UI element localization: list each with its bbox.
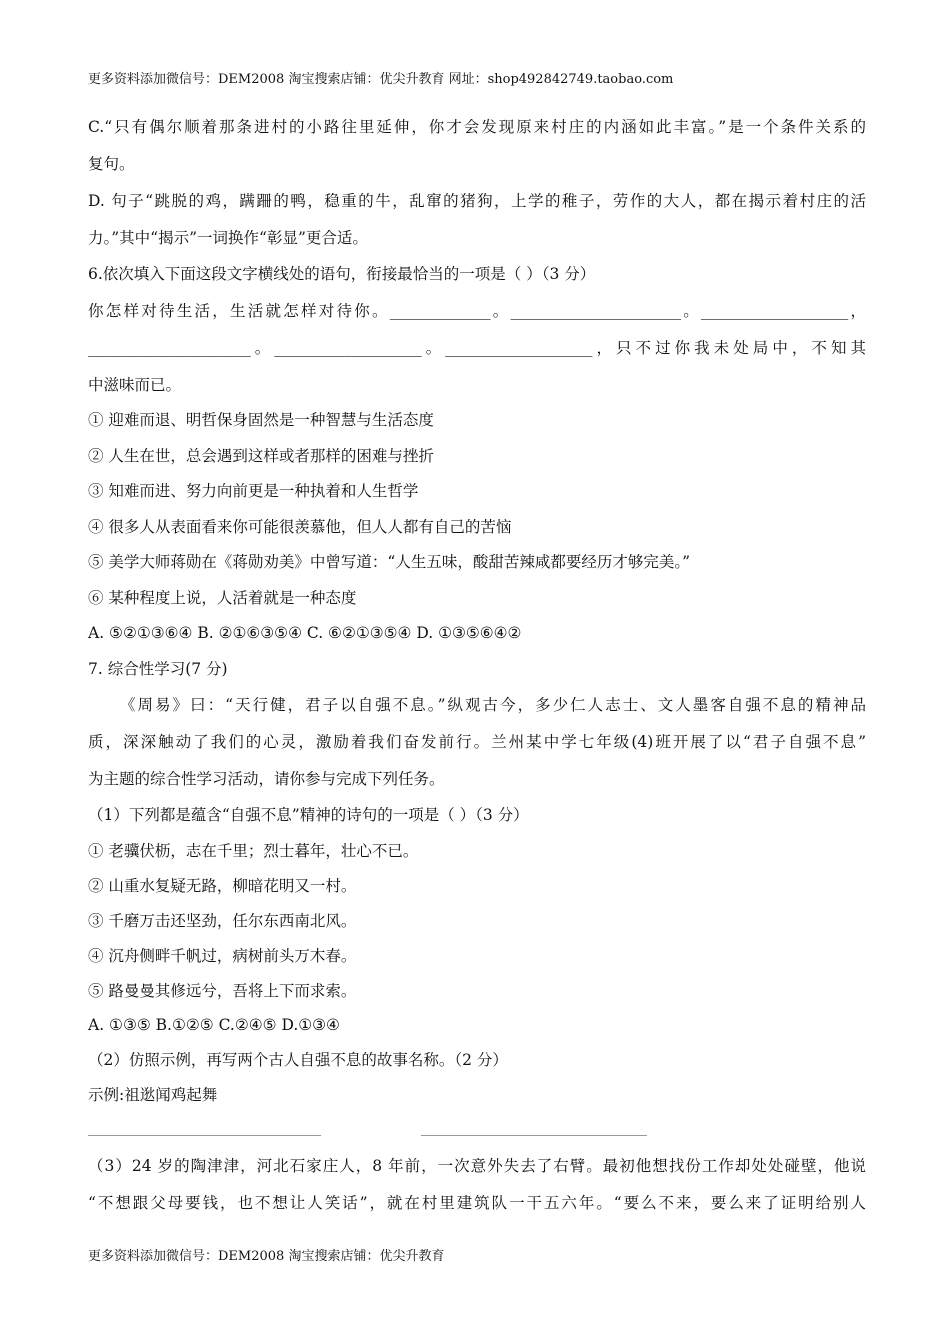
q7-sub2-stem: （2）仿照示例，再写两个古人自强不息的故事名称。（2 分）	[88, 1051, 508, 1069]
q6-item-6: ⑥ 某种程度上说，人活着就是一种态度	[88, 589, 357, 607]
q7-sub1-item-2: ② 山重水复疑无路，柳暗花明又一村。	[88, 877, 357, 895]
q7-sub3-line1: （3）24 岁的陶津津，河北石家庄人，8 年前，一次意外失去了右臂。最初他想找份工作却处处碰壁，他说	[88, 1157, 866, 1175]
q6-stem: 6.依次填入下面这段文字横线处的语句，衔接最恰当的一项是（ ）（3 分）	[88, 265, 596, 283]
q5-option-c-line1: C.“只有偶尔顺着那条进村的小路往里延伸，你才会发现原来村庄的内涵如此丰富。”是一个条件关系的	[88, 118, 866, 136]
q6-item-2: ② 人生在世，总会遇到这样或者那样的困难与挫折	[88, 447, 434, 465]
q6-item-1: ① 迎难而退、明哲保身固然是一种智慧与生活态度	[88, 411, 434, 429]
q6-item-5: ⑤ 美学大师蒋勋在《蒋勋劝美》中曾写道：“人生五味，酸甜苦辣咸都要经历才够完美。”	[88, 553, 691, 571]
q7-sub1-item-5: ⑤ 路曼曼其修远兮，吾将上下而求索。	[88, 982, 357, 1000]
q5-option-c-line2: 复句。	[88, 155, 135, 173]
q6-paragraph-line2: _____________________。___________________。___________________，只不过你我未处局中，不知其	[88, 339, 866, 357]
q7-sub1-stem: （1）下列都是蕴含“自强不息”精神的诗句的一项是（ ）（3 分）	[88, 806, 529, 824]
q7-intro-line3: 为主题的综合性学习活动，请你参与完成下列任务。	[88, 770, 445, 788]
q7-sub2-example: 示例:祖逖闻鸡起舞	[88, 1086, 218, 1104]
q6-paragraph-line3: 中滋味而已。	[88, 376, 182, 394]
q6-paragraph-line1: 你怎样对待生活，生活就怎样对待你。_____________。______________________。___________________，	[88, 302, 866, 320]
q7-title: 7. 综合性学习(7 分)	[88, 660, 228, 678]
answer-blank-2[interactable]	[421, 1135, 647, 1136]
q6-item-4: ④ 很多人从表面看来你可能很羡慕他，但人人都有自己的苦恼	[88, 518, 512, 536]
q5-option-d-line1: D. 句子“跳脱的鸡，蹒跚的鸭，稳重的牛，乱窜的猪狗，上学的稚子，劳作的大人，都在揭示着村庄的活	[88, 192, 866, 210]
page-header: 更多资料添加微信号：DEM2008 淘宝搜索店铺：优尖升教育 网址：shop492842749.taobao.com	[88, 72, 674, 87]
q5-option-d-line2: 力。”其中“揭示”一词换作“彰显”更合适。	[88, 229, 368, 247]
q7-sub1-options: A. ①③⑤ B.①②⑤ C.②④⑤ D.①③④	[88, 1016, 340, 1034]
q7-sub1-item-4: ④ 沉舟侧畔千帆过，病树前头万木春。	[88, 947, 357, 965]
answer-blank-1[interactable]	[88, 1135, 321, 1136]
q7-intro-line1: 《周易》曰：“天行健，君子以自强不息。”纵观古今，多少仁人志士、文人墨客自强不息的精神品	[120, 696, 866, 714]
q7-sub1-item-3: ③ 千磨万击还坚劲，任尔东西南北风。	[88, 912, 357, 930]
page-footer: 更多资料添加微信号：DEM2008 淘宝搜索店铺：优尖升教育	[88, 1249, 445, 1264]
q6-item-3: ③ 知难而进、努力向前更是一种执着和人生哲学	[88, 482, 419, 500]
q7-intro-line2: 质，深深触动了我们的心灵，激励着我们奋发前行。兰州某中学七年级(4)班开展了以“君子自强不息”	[88, 733, 866, 751]
q7-sub3-line2: “不想跟父母要钱，也不想让人笑话”，就在村里建筑队一干五六年。“要么不来，要么来了证明给别人	[88, 1194, 866, 1212]
q7-sub1-item-1: ① 老骥伏枥，志在千里；烈士暮年，壮心不已。	[88, 842, 419, 860]
q6-options: A. ⑤②①③⑥④ B. ②①⑥③⑤④ C. ⑥②①③⑤④ D. ①③⑤⑥④②	[88, 624, 522, 642]
